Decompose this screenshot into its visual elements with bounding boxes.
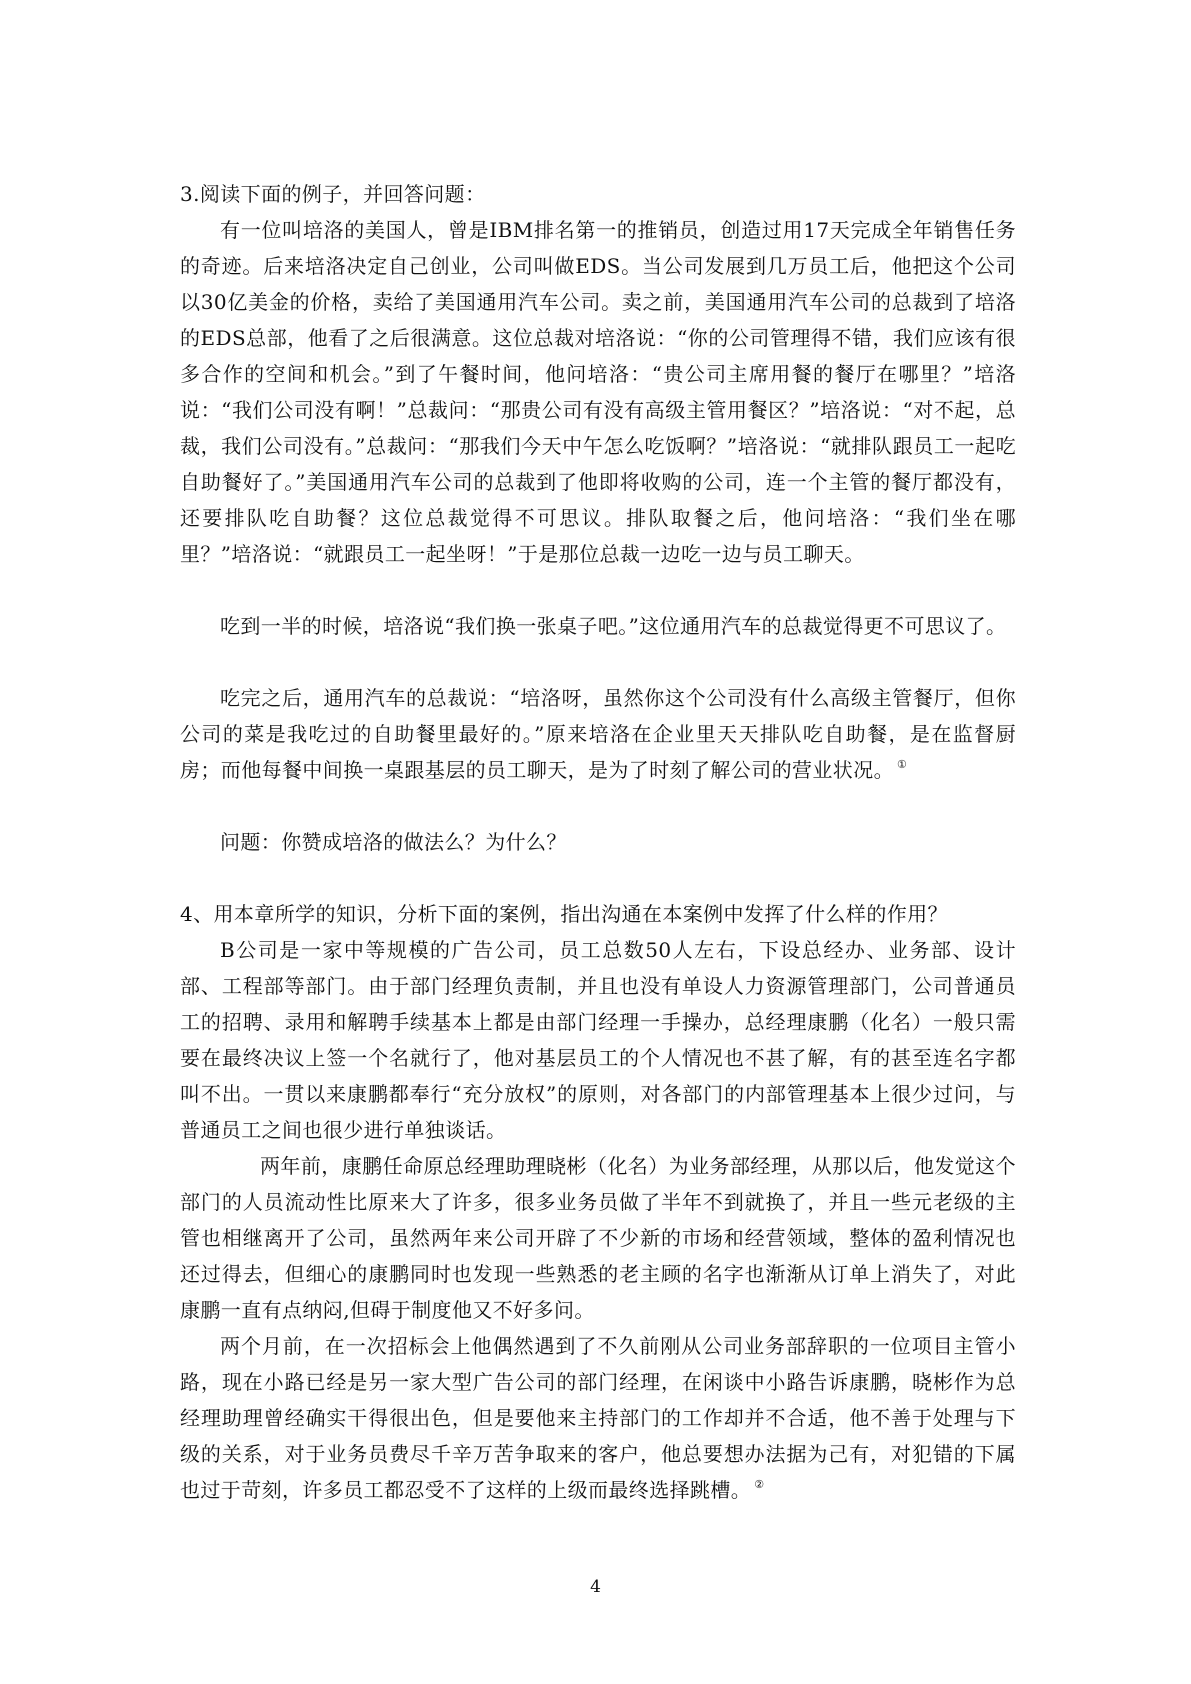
case-paragraph-text: 吃完之后，通用汽车的总裁说：“培洛呀，虽然你这个公司没有什么高级主管餐厅，但你公司的菜是我吃过的自助餐里最好的。”原来培洛在企业里天天排队吃自助餐，是在监督厨房；而他每餐中间换一桌跟基层的员工聊天，是为了时刻了解公司的营业状况。 [180,686,1016,782]
section-3-heading: 3.阅读下面的例子，并回答问题： [180,182,486,206]
discussion-question: 问题：你赞成培洛的做法么？为什么？ [220,830,567,854]
case-paragraph: 有一位叫培洛的美国人，曾是IBM排名第一的推销员，创造过用17天完成全年销售任务的奇迹。后来培洛决定自己创业，公司叫做EDS。当公司发展到几万员工后，他把这个公司以30亿美金的价格，卖给了美国通用汽车公司。卖之前，美国通用汽车公司的总裁到了培洛的EDS总部，他看了之后很满意。这位总裁对培洛说：“你的公司管理得不错，我们应该有很多合作的空间和机会。”到了午餐时间，他问培洛：“贵公司主席用餐的餐厅在哪里？”培洛说：“我们公司没有啊！”总裁问：“那贵公司有没有高级主管用餐区？”培洛说：“对不起，总裁，我们公司没有。”总裁问：“那我们今天中午怎么吃饭啊？”培洛说：“就排队跟员工一起吃自助餐好了。”美国通用汽车公司的总裁到了他即将收购的公司，连一个主管的餐厅都没有，还要排队吃自助餐？这位总裁觉得不可思议。排队取餐之后，他问培洛：“我们坐在哪里？”培洛说：“就跟员工一起坐呀！”于是那位总裁一边吃一边与员工聊天。 [180,218,1016,566]
case-paragraph: B公司是一家中等规模的广告公司，员工总数50人左右，下设总经办、业务部、设计部、工程部等部门。由于部门经理负责制，并且也没有单设人力资源管理部门，公司普通员工的招聘、录用和解聘手续基本上都是由部门经理一手操办，总经理康鹏（化名）一般只需要在最终决议上签一个名就行了，他对基层员工的个人情况也不甚了解，有的甚至连名字都叫不出。一贯以来康鹏都奉行“充分放权”的原则，对各部门的内部管理基本上很少过问，与普通员工之间也很少进行单独谈话。 [180,938,1016,1142]
document-page [180,176,1016,1508]
page-number: 4 [590,1577,601,1597]
footnote-marker: ② [754,1478,765,1492]
case-paragraph-text: 两个月前，在一次招标会上他偶然遇到了不久前刚从公司业务部辞职的一位项目主管小路，现在小路已经是另一家大型广告公司的部门经理，在闲谈中小路告诉康鹏，晓彬作为总经理助理曾经确实干得很出色，但是要他来主持部门的工作却并不合适，他不善于处理与下级的关系，对于业务员费尽千辛万苦争取来的客户，他总要想办法据为己有，对犯错的下属也过于苛刻，许多员工都忍受不了这样的上级而最终选择跳槽。 [180,1334,1016,1502]
case-paragraph [180,1328,1016,1508]
case-paragraph: 两年前，康鹏任命原总经理助理晓彬（化名）为业务部经理，从那以后，他发觉这个部门的人员流动性比原来大了许多，很多业务员做了半年不到就换了，并且一些元老级的主管也相继离开了公司，虽然两年来公司开辟了不少新的市场和经营领域，整体的盈利情况也还过得去，但细心的康鹏同时也发现一些熟悉的老主顾的名字也渐渐从订单上消失了，对此康鹏一直有点纳闷,但碍于制度他又不好多问。 [180,1154,1016,1322]
case-paragraph: 吃到一半的时候，培洛说“我们换一张桌子吧。”这位通用汽车的总裁觉得更不可思议了。 [220,614,1007,638]
footnote-marker: ① [897,758,908,772]
section-4-heading: 4、用本章所学的知识，分析下面的案例，指出沟通在本案例中发挥了什么样的作用？ [180,902,948,926]
case-paragraph [180,680,1016,788]
